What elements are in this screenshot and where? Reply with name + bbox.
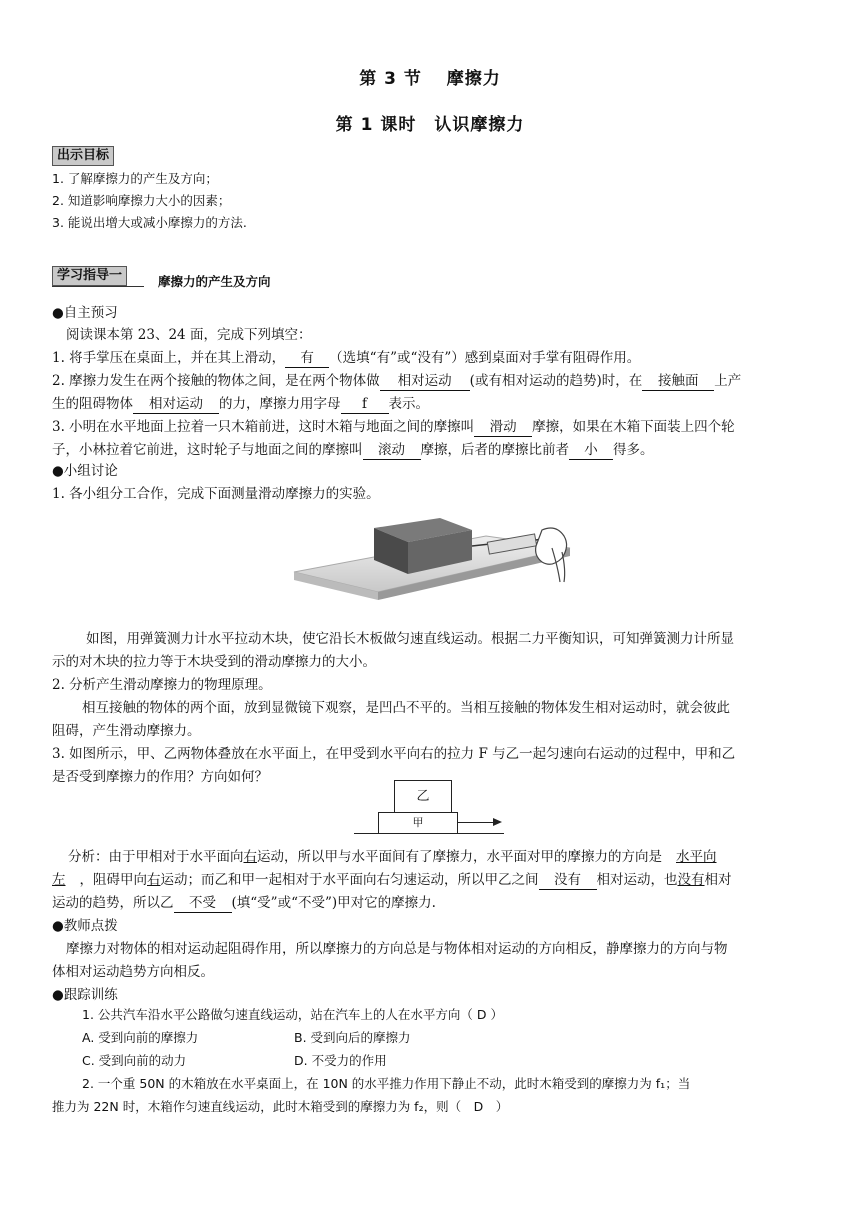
an-text-c: ，阻碍甲向 [79, 872, 147, 888]
d1-explanation-b: 示的对木块的拉力等于木块受到的滑动摩擦力的大小。 [52, 654, 376, 670]
q2-blank-2: 接触面 [642, 372, 714, 391]
preview-q1 [52, 347, 812, 369]
an-text-h: (填“受”或“不受”)甲对它的摩擦力. [231, 895, 436, 911]
an-blank-3: 不受 [174, 894, 232, 913]
preview-q2-cont [52, 393, 812, 415]
an-blank-1b: 左 [52, 872, 66, 888]
q3-text-e: 得多。 [613, 442, 654, 458]
practice-q1-option-c: C. 受到向前的动力 [82, 1053, 187, 1068]
guide1-heading: 摩擦力的产生及方向 [158, 274, 271, 289]
practice-q1-option-d: D. 不受力的作用 [294, 1053, 387, 1068]
q1-blank: 有 [285, 349, 329, 368]
q2-blank-1: 相对运动 [380, 372, 470, 391]
force-arrow-icon [493, 818, 502, 826]
d1-explanation-a: 如图，用弹簧测力计水平拉动木块，使它沿长木板做匀速直线运动。根据二力平衡知识，可知弹簧测力计所显 [86, 631, 734, 647]
q3-text-c: 子，小林拉着它前进，这时轮子与地面之间的摩擦叫 [52, 442, 363, 458]
q2-text-a: 2. 摩擦力发生在两个接触的物体之间，是在两个物体做 [52, 373, 380, 389]
an-text-e: 相对运动，也 [596, 872, 678, 888]
analysis-line-3 [52, 892, 812, 914]
spring-scale-experiment-figure [290, 508, 580, 620]
an-right-1: 右 [243, 849, 257, 865]
an-blank-1a: 水平向 [676, 849, 717, 865]
discussion-d1: 1. 各小组分工合作，完成下面测量滑动摩擦力的实验。 [52, 486, 380, 502]
practice-label: ●跟踪训练 [52, 987, 118, 1003]
practice-q1-option-b: B. 受到向后的摩擦力 [294, 1030, 411, 1045]
q1-text-a: 1. 将手掌压在桌面上，并在其上滑动， [52, 350, 286, 366]
goal-item: 1. 了解摩擦力的产生及方向； [52, 171, 218, 186]
an-text-b: 运动，所以甲与水平面间有了摩擦力，水平面对甲的摩擦力的方向是 [257, 849, 662, 865]
d2-explanation-a: 相互接触的物体的两个面，放到显微镜下观察，是凹凸不平的。当相互接触的物体发生相对运动时，就会彼此 [82, 700, 730, 716]
q3-blank-1: 滑动 [474, 418, 532, 437]
q3-blank-3: 小 [569, 441, 613, 460]
page-subtitle: 第 1 课时 认识摩擦力 [335, 115, 525, 135]
practice-q1-option-a: A. 受到向前的摩擦力 [82, 1030, 199, 1045]
q3-blank-2: 滚动 [363, 441, 421, 460]
discussion-d2: 2. 分析产生滑动摩擦力的物理原理。 [52, 677, 272, 693]
q2-text-f: 表示。 [388, 396, 429, 412]
practice-q2-b: 推力为 22N 时，木箱作匀速直线运动，此时木箱受到的摩擦力为 f₂，则（ D ） [52, 1099, 509, 1114]
an-text-g: 运动的趋势，所以乙 [52, 895, 174, 911]
an-right-2: 右 [147, 872, 161, 888]
q1-text-b: （选填“有”或“没有”）感到桌面对手掌有阻碍作用。 [329, 350, 641, 366]
an-text-d: 运动；而乙和甲一起相对于水平面向右匀速运动，所以甲乙之间 [160, 872, 539, 888]
goal-item: 2. 知道影响摩擦力大小的因素； [52, 193, 231, 208]
ground-line [354, 833, 504, 834]
an-no: 没有 [677, 872, 705, 888]
practice-q1: 1. 公共汽车沿水平公路做匀速直线运动，站在汽车上的人在水平方向（ D ） [82, 1007, 503, 1022]
discussion-d3-a: 3. 如图所示，甲、乙两物体叠放在水平面上，在甲受到水平向右的拉力 F 与乙一起匀速向右运动的过程中，甲和乙 [52, 746, 736, 762]
an-text-a: 分析：由于甲相对于水平面向 [68, 849, 244, 865]
q2-text-c: 上产 [714, 373, 742, 389]
stacked-blocks-figure [354, 780, 504, 834]
preview-q3-cont [52, 439, 812, 461]
preview-intro: 阅读课本第 23、24 面，完成下列填空： [66, 327, 312, 343]
guide1-underline [52, 286, 144, 287]
an-blank-2: 没有 [539, 871, 597, 890]
block-jia: 甲 [378, 812, 458, 834]
preview-q3 [52, 416, 812, 438]
analysis-line-2 [52, 869, 812, 891]
q3-text-a: 3. 小明在水平地面上拉着一只木箱前进，这时木箱与地面之间的摩擦叫 [52, 419, 475, 435]
q2-text-b: (或有相对运动的趋势)时，在 [469, 373, 643, 389]
page-title: 第 3 节 摩擦力 [359, 69, 501, 89]
force-arrow-line [457, 822, 495, 823]
discussion-label: ●小组讨论 [52, 463, 118, 479]
practice-q2-a: 2. 一个重 50N 的木箱放在水平桌面上，在 10N 的水平推力作用下静止不动，此时木箱受到的摩擦力为 f₁；当 [82, 1076, 691, 1091]
teacher-text-b: 体相对运动趋势方向相反。 [52, 964, 214, 980]
q2-blank-4: f [341, 395, 389, 414]
q3-text-b: 摩擦，如果在木箱下面装上四个轮 [532, 419, 735, 435]
d2-explanation-b: 阻碍，产生滑动摩擦力。 [52, 723, 201, 739]
preview-q2 [52, 370, 812, 392]
teacher-text-a: 摩擦力对物体的相对运动起阻碍作用，所以摩擦力的方向总是与物体相对运动的方向相反，静摩擦力的方向与物 [66, 941, 728, 957]
goals-label: 出示目标 [52, 146, 114, 166]
preview-label: ●自主预习 [52, 305, 118, 321]
analysis-line-1 [68, 846, 828, 868]
an-text-f: 相对 [704, 872, 732, 888]
goal-item: 3. 能说出增大或减小摩擦力的方法. [52, 215, 247, 230]
q2-text-d: 生的阻碍物体 [52, 396, 133, 412]
discussion-d3-b: 是否受到摩擦力的作用？方向如何？ [52, 769, 268, 785]
teacher-label: ●教师点拨 [52, 918, 118, 934]
block-yi: 乙 [394, 780, 452, 814]
guide1-label: 学习指导一 [52, 266, 127, 286]
q3-text-d: 摩擦，后者的摩擦比前者 [420, 442, 569, 458]
q2-text-e: 的力，摩擦力用字母 [219, 396, 341, 412]
q2-blank-3: 相对运动 [133, 395, 219, 414]
